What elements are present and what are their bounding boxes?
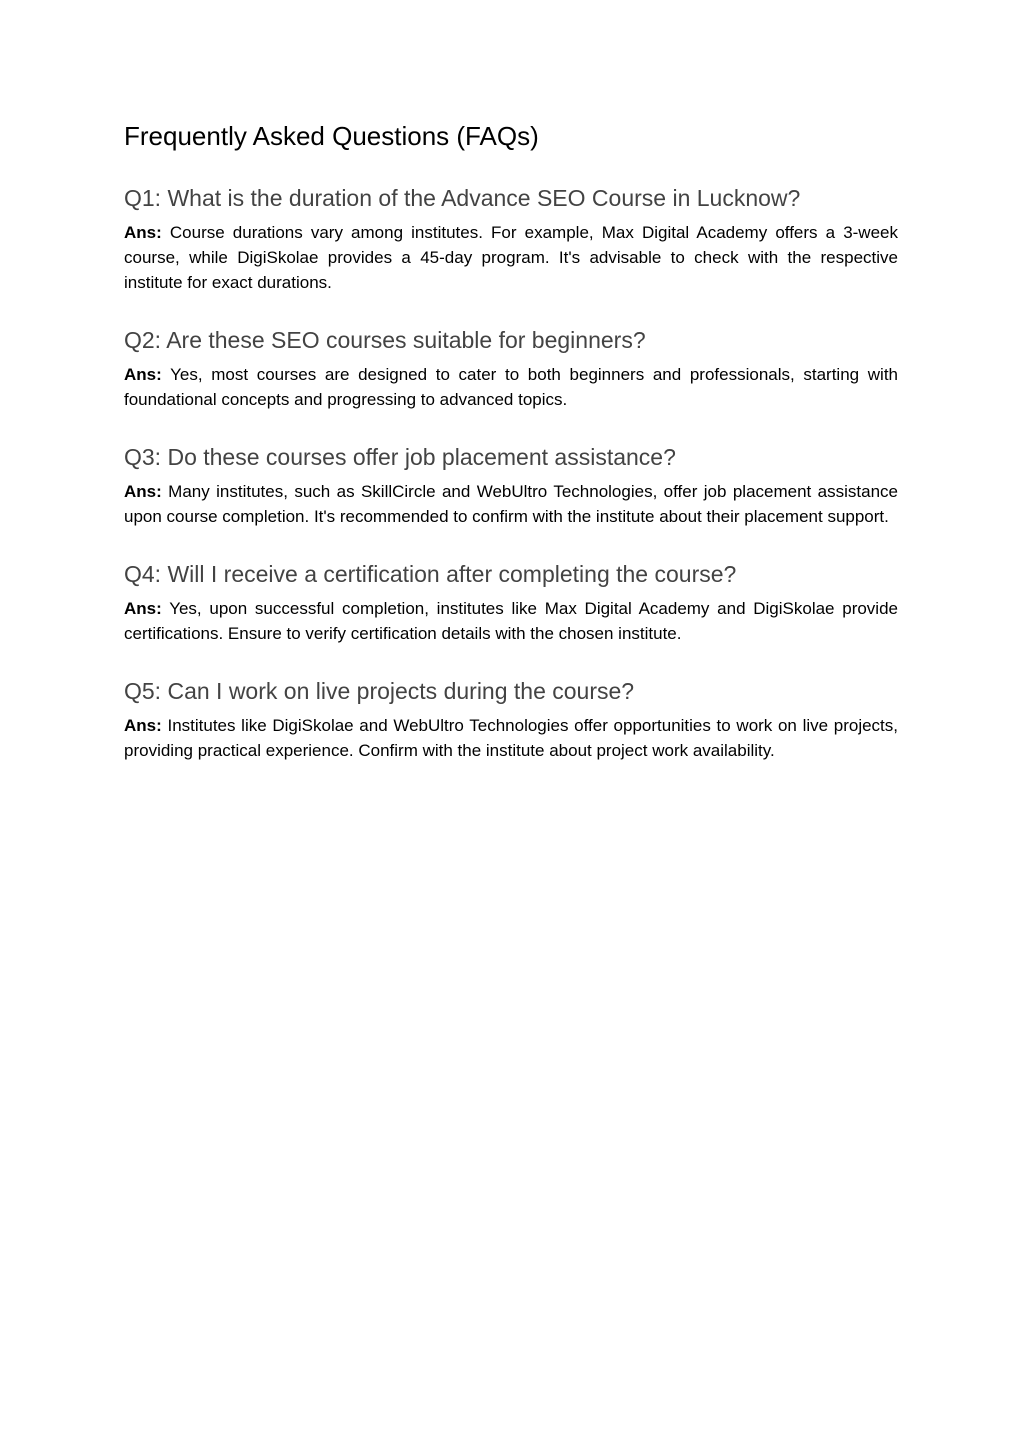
- document-page: [124, 118, 898, 792]
- page-title: Frequently Asked Questions (FAQs): [124, 121, 539, 151]
- answer-text: Course durations vary among institutes. For example, Max Digital Academy offers a 3-week course, while DigiSkolae provides a 45-day program. It's advisable to check with the respective institute for exact durations.: [124, 223, 898, 292]
- faq-item-3: [124, 441, 898, 529]
- faq-item-2: [124, 324, 898, 412]
- answer-label: Ans:: [124, 365, 162, 384]
- faq-answer: [124, 220, 898, 295]
- faq-question: Q3: Do these courses offer job placement assistance?: [124, 444, 676, 470]
- faq-answer: [124, 479, 898, 529]
- answer-text: Institutes like DigiSkolae and WebUltro Technologies offer opportunities to work on live projects, providing practical experience. Confirm with the institute about project work availability.: [124, 716, 898, 760]
- answer-text: Many institutes, such as SkillCircle and WebUltro Technologies, offer job placement assistance upon course completion. It's recommended to confirm with the institute about their placement support.: [124, 482, 898, 526]
- answer-text: Yes, most courses are designed to cater to both beginners and professionals, starting with foundational concepts and progressing to advanced topics.: [124, 365, 898, 409]
- faq-answer: [124, 362, 898, 412]
- answer-label: Ans:: [124, 223, 162, 242]
- faq-item-5: [124, 675, 898, 763]
- answer-text: Yes, upon successful completion, institutes like Max Digital Academy and DigiSkolae provide certifications. Ensure to verify certification details with the chosen institute.: [124, 599, 898, 643]
- faq-answer: [124, 713, 898, 763]
- faq-question: Q4: Will I receive a certification after completing the course?: [124, 561, 737, 587]
- faq-item-1: [124, 182, 898, 295]
- faq-answer: [124, 596, 898, 646]
- faq-question: Q2: Are these SEO courses suitable for beginners?: [124, 327, 646, 353]
- faq-item-4: [124, 558, 898, 646]
- faq-question: Q5: Can I work on live projects during the course?: [124, 678, 635, 704]
- answer-label: Ans:: [124, 599, 162, 618]
- answer-label: Ans:: [124, 716, 162, 735]
- faq-question: Q1: What is the duration of the Advance SEO Course in Lucknow?: [124, 185, 801, 211]
- answer-label: Ans:: [124, 482, 162, 501]
